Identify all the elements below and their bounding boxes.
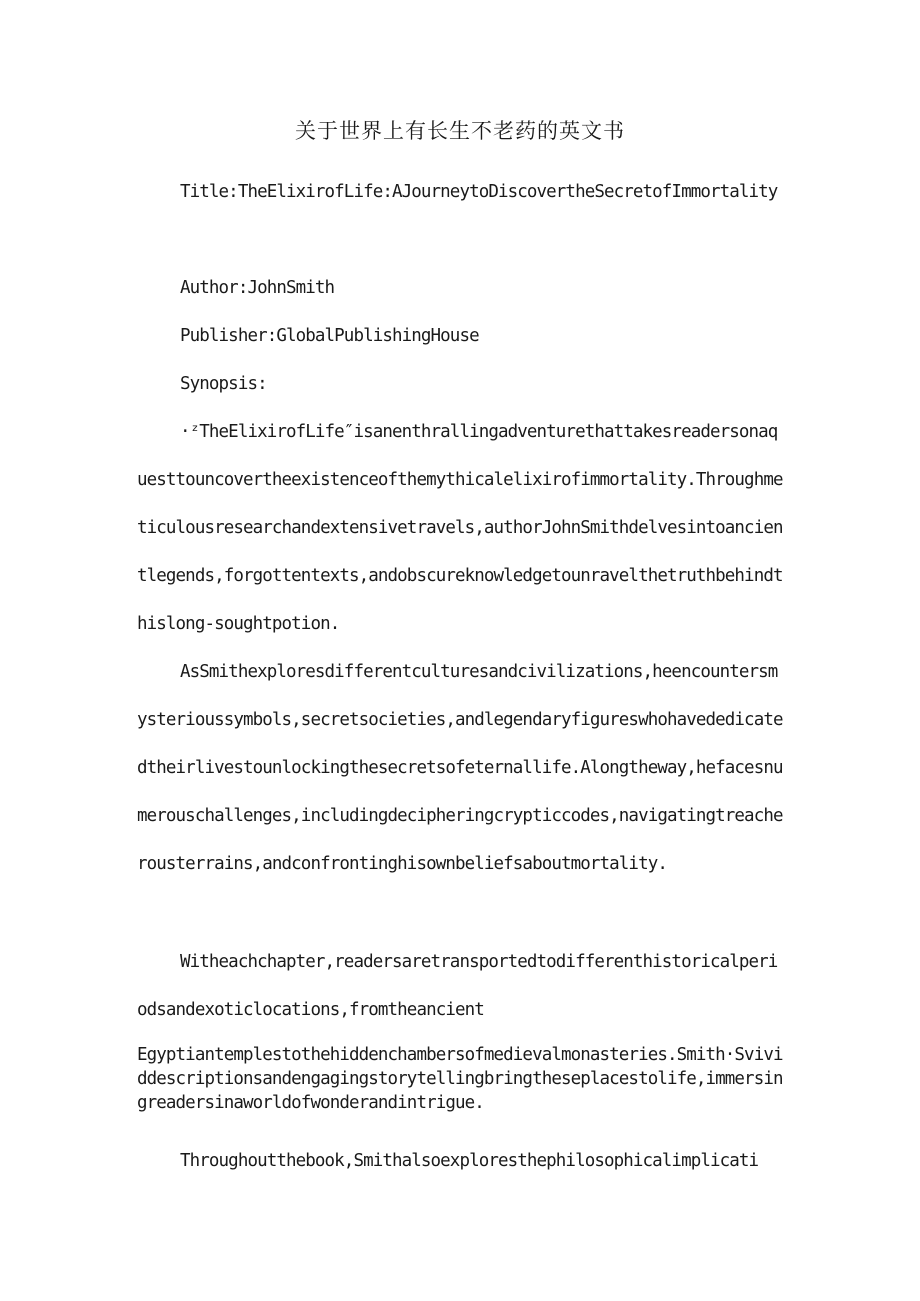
synopsis-label: Synopsis: — [180, 374, 267, 394]
synopsis-paragraph-2: AsSmithexploresdifferentculturesandcivilizations,heencountersmysterioussymbols,secretsocieties,andlegendaryfigureswhohavededicatedtheirlivestounlockingthesecretsofeternallife.Alongtheway,hefacesnumerouschallenges,includingdecipheringcrypticcodes,navigatingtreacherousterrains,andconfrontinghisownbeliefsaboutmortality. — [137, 662, 783, 874]
document-title: 关于世界上有长生不老药的英文书 — [295, 119, 625, 143]
synopsis-paragraph-5: Throughoutthebook,Smithalsoexploresthephilosophicalimplicati — [180, 1151, 759, 1171]
author-line: Author:JohnSmith — [180, 278, 335, 298]
publisher-line: Publisher:GlobalPublishingHouse — [180, 326, 479, 346]
synopsis-paragraph-1: ·ᶻTheElixirofLife″isanenthrallingadventurethattakesreadersonaquesttouncovertheexistenceofthemythicalelixirofimmortality.Throughmeticulousresearchandextensivetravels,authorJohnSmithdelvesintoancientlegends,forgottentexts,andobscureknowledgetounravelthetruthbehindthislong-soughtpotion. — [137, 422, 783, 634]
synopsis-paragraph-4: Egyptiantemplestothehiddenchambersofmedievalmonasteries.Smith·Svividdescriptionsandengagingstorytellingbringtheseplacestolife,immersingreadersinaworldofwonderandintrigue. — [137, 1045, 783, 1113]
book-title-line: Title:TheElixirofLife:AJourneytoDiscovertheSecretofImmortality — [180, 182, 778, 202]
synopsis-paragraph-3: Witheachchapter,readersaretransportedtodifferenthistoricalperiodsandexoticlocations,fromtheancient — [137, 952, 778, 1020]
